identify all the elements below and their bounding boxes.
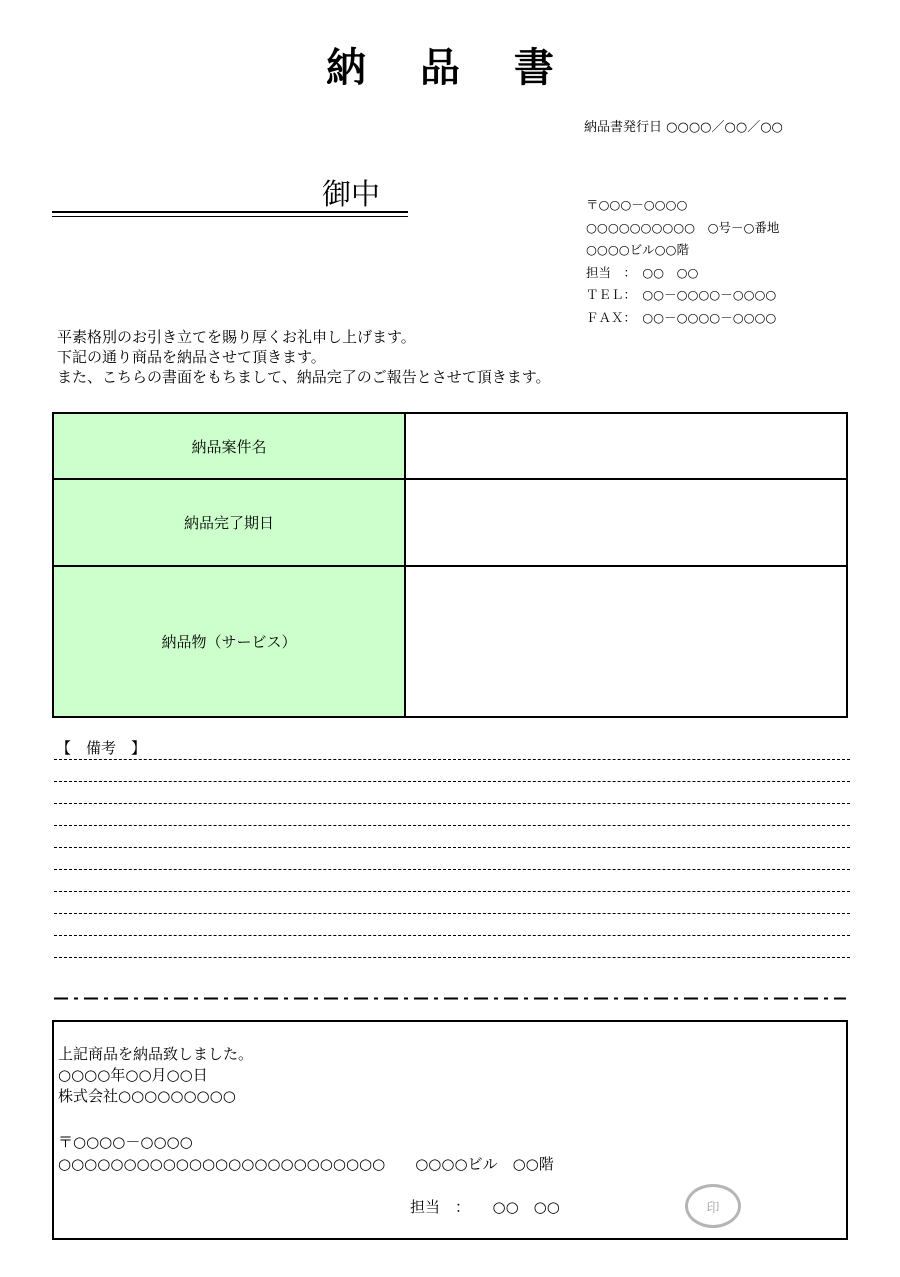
greeting-line: また、こちらの書面をもちまして、納品完了のご報告とさせて頂きます。 [57, 368, 551, 386]
recipient-underline [52, 211, 408, 213]
remarks-line [54, 957, 850, 958]
confirmation-line: 上記商品を納品致しました。 [58, 1045, 254, 1063]
cut-line [54, 997, 846, 1000]
remarks-line [54, 825, 850, 826]
remarks-line [54, 869, 850, 870]
seal-stamp-icon: 印 [685, 1184, 741, 1228]
sender-tel: ＴＥＬ： ○○－○○○○－○○○○ [586, 287, 777, 302]
confirmation-staff: 担当 ： ○○ ○○ [410, 1198, 560, 1216]
remarks-line [54, 891, 850, 892]
issue-date: 納品書発行日 ○○○○／○○／○○ [584, 120, 783, 135]
confirmation-date: ○○○○年○○月○○日 [58, 1066, 208, 1084]
remarks-line [54, 913, 850, 914]
table-label-due-date: 納品完了期日 [54, 480, 406, 565]
remarks-label: 【 備考 】 [56, 738, 150, 758]
confirmation-address [58, 1131, 554, 1175]
remarks-line [54, 847, 850, 848]
recipient-suffix: 御中 [322, 177, 381, 211]
remarks-line [54, 935, 850, 936]
page-title: 納 品 書 [326, 45, 574, 91]
remarks-line [54, 759, 850, 760]
remarks-line [54, 781, 850, 782]
table-row [54, 567, 846, 716]
remarks-line [54, 803, 850, 804]
confirmation-postal: 〒○○○○－○○○○ [58, 1133, 193, 1151]
table-row [54, 414, 846, 480]
confirmation-company: 株式会社○○○○○○○○○ [58, 1087, 236, 1105]
recipient-underline-thin [52, 216, 408, 217]
sender-postal: 〒○○○－○○○○ [586, 197, 688, 212]
table-label-deliverable: 納品物（サービス） [54, 567, 406, 716]
confirmation-street: ○○○○○○○○○○○○○○○○○○○○○○○○○ ○○○○ビル ○○階 [58, 1155, 554, 1173]
delivery-info-table [52, 412, 848, 718]
greeting-line: 下記の通り商品を納品させて頂きます。 [57, 348, 326, 366]
sender-fax: ＦＡＸ： ○○－○○○○－○○○○ [586, 309, 777, 325]
table-label-project: 納品案件名 [54, 414, 406, 478]
table-row [54, 480, 846, 567]
sender-address-block [586, 194, 779, 329]
sender-staff: 担当 ： ○○ ○○ [586, 264, 699, 280]
confirmation-text [58, 1044, 253, 1107]
sender-building: ○○○○ビル○○階 [586, 242, 689, 257]
greeting-line: 平素格別のお引き立てを賜り厚くお礼申し上げます。 [57, 328, 416, 346]
greeting-text [57, 327, 551, 387]
sender-address: ○○○○○○○○○○ ○号－○番地 [586, 219, 780, 235]
